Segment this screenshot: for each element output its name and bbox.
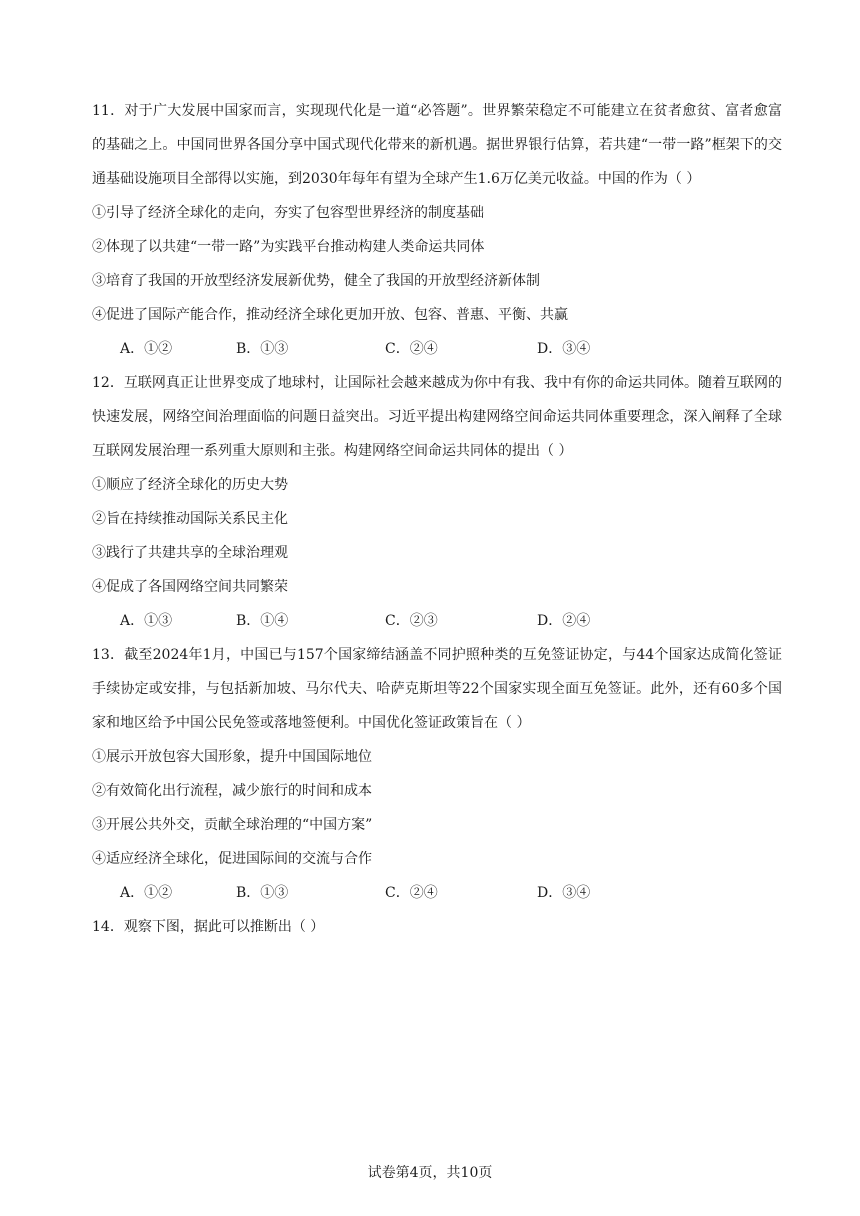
option-d: D．②④ xyxy=(537,613,591,629)
statement-item: ②有效简化出行流程，减少旅行的时间和成本 xyxy=(92,783,372,799)
statement-item: ②旨在持续推动国际关系民主化 xyxy=(92,511,288,527)
question-13 xyxy=(92,638,782,910)
statement-item: ④适应经济全球化，促进国际间的交流与合作 xyxy=(92,851,372,867)
option-c: C．②③ xyxy=(385,613,438,629)
option-b: B．①④ xyxy=(236,613,289,629)
question-12 xyxy=(92,366,782,638)
option-a: A．①② xyxy=(120,341,173,357)
page-footer: 试卷第4页，共10页 xyxy=(367,1165,493,1181)
option-d: D．③④ xyxy=(537,885,591,901)
option-b: B．①③ xyxy=(236,885,289,901)
statement-item: ③开展公共外交，贡献全球治理的“中国方案” xyxy=(92,817,373,833)
option-c: C．②④ xyxy=(385,341,438,357)
statement-item: ④促成了各国网络空间共同繁荣 xyxy=(92,579,288,595)
option-a: A．①③ xyxy=(120,613,173,629)
statement-item: ③践行了共建共享的全球治理观 xyxy=(92,545,288,561)
statement-item: ③培育了我国的开放型经济发展新优势，健全了我国的开放型经济新体制 xyxy=(92,273,540,289)
answer-options xyxy=(92,332,782,366)
statement-item: ②体现了以共建“一带一路”为实践平台推动构建人类命运共同体 xyxy=(92,239,485,255)
option-d: D．③④ xyxy=(537,341,591,357)
statement-item: ④促进了国际产能合作，推动经济全球化更加开放、包容、普惠、平衡、共赢 xyxy=(92,307,568,323)
question-stem: 14．观察下图，据此可以推断出（ ） xyxy=(92,919,325,935)
option-c: C．②④ xyxy=(385,885,438,901)
answer-options xyxy=(92,876,782,910)
questions-area xyxy=(92,94,782,944)
statement-item: ①展示开放包容大国形象，提升中国国际地位 xyxy=(92,749,372,765)
option-a: A．①② xyxy=(120,885,173,901)
statement-item: ①顺应了经济全球化的历史大势 xyxy=(92,477,288,493)
answer-options xyxy=(92,604,782,638)
question-stem: 13．截至2024年1月，中国已与157个国家缔结涵盖不同护照种类的互免签证协定，与44个国家达成简化签证手续协定或安排，与包括新加坡、马尔代夫、哈萨克斯坦等22个国家实现全面互免签证。此外，还有60多个国家和地区给予中国公民免签或落地签便利。中国优化签证政策旨在（ ） xyxy=(92,647,782,731)
question-stem: 12．互联网真正让世界变成了地球村，让国际社会越来越成为你中有我、我中有你的命运共同体。随着互联网的快速发展，网络空间治理面临的问题日益突出。习近平提出构建网络空间命运共同体重要理念，深入阐释了全球互联网发展治理一系列重大原则和主张。构建网络空间命运共同体的提出（ ） xyxy=(92,375,782,459)
option-b: B．①③ xyxy=(236,341,289,357)
statement-item: ①引导了经济全球化的走向，夯实了包容型世界经济的制度基础 xyxy=(92,205,484,221)
question-11 xyxy=(92,94,782,366)
question-stem: 11．对于广大发展中国家而言，实现现代化是一道“必答题”。世界繁荣稳定不可能建立在贫者愈贫、富者愈富的基础之上。中国同世界各国分享中国式现代化带来的新机遇。据世界银行估算，若共建“一带一路”框架下的交通基础设施项目全部得以实施，到2030年每年有望为全球产生1.6万亿美元收益。中国的作为（ ） xyxy=(92,103,782,187)
question-14 xyxy=(92,910,782,944)
